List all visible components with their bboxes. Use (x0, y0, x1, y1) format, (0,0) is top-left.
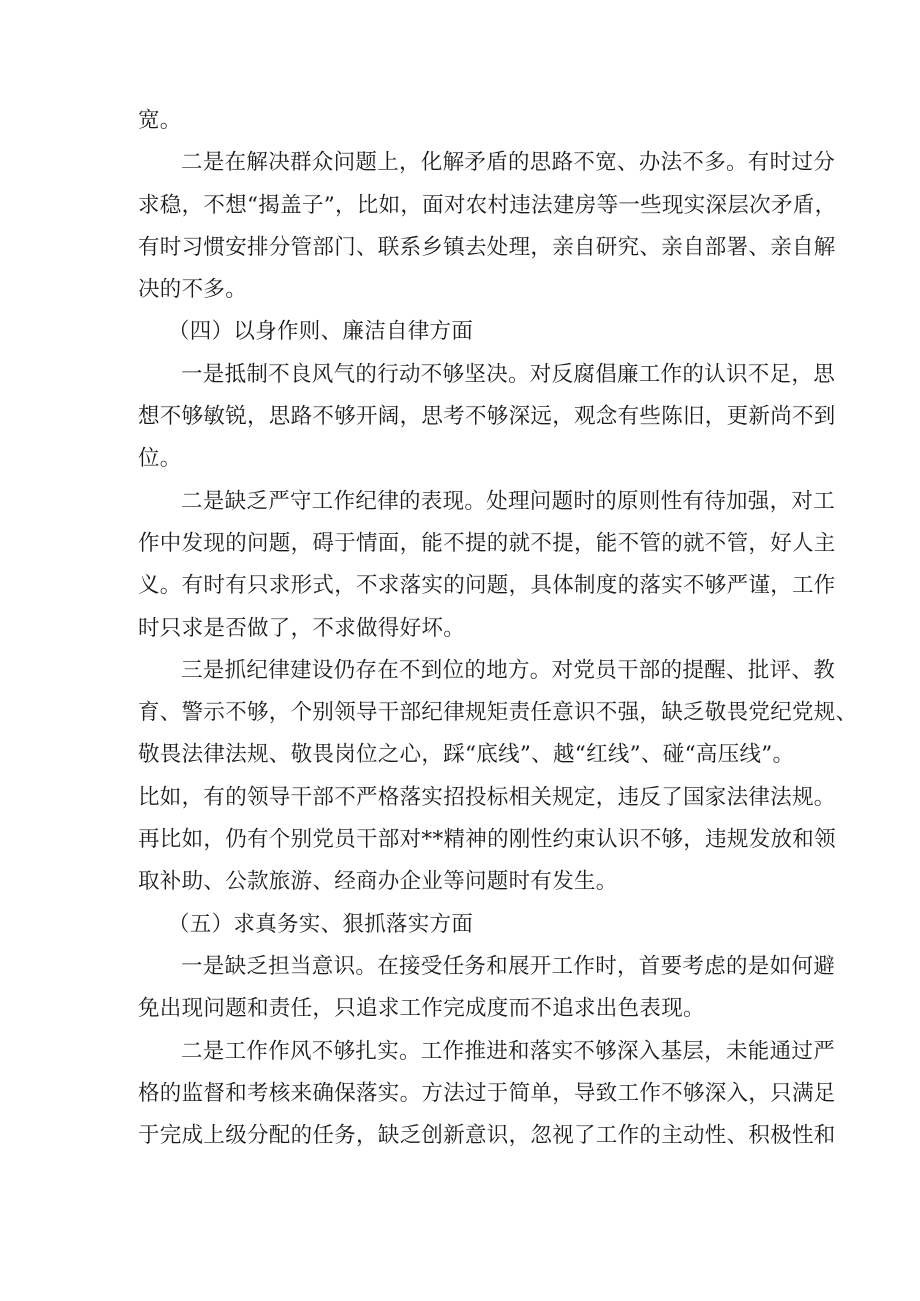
text-line: 免出现问题和责任，只追求工作完成度而不追求出色表现。 (138, 996, 705, 1022)
text-line: 位。 (138, 446, 182, 472)
text-line: 格的监督和考核来确保落实。方法过于简单，导致工作不够深入，只满足 (138, 1080, 836, 1106)
text-line: 时只求是否做了，不求做得好坏。 (138, 615, 466, 641)
text-line: 决的不多。 (138, 277, 248, 303)
text-line: 二是缺乏严守工作纪律的表现。处理问题时的原则性有待加强，对工 (181, 488, 836, 514)
text-line: 再比如，仍有个别党员干部对**精神的刚性约束认识不够，违规发放和领 (138, 827, 836, 853)
section-heading: （四）以身作则、廉洁自律方面 (168, 319, 474, 345)
text-line: 比如，有的领导干部不严格落实招投标相关规定，违反了国家法律法规。 (138, 784, 836, 810)
text-line: 一是缺乏担当意识。在接受任务和展开工作时，首要考虑的是如何避 (181, 953, 836, 979)
text-line: 义。有时有只求形式，不求落实的问题，具体制度的落实不够严谨，工作 (138, 573, 836, 599)
text-line: 想不够敏锐，思路不够开阔，思考不够深远，观念有些陈旧，更新尚不到 (138, 404, 836, 430)
text-line: 取补助、公款旅游、经商办企业等问题时有发生。 (138, 869, 618, 895)
text-line: 作中发现的问题，碍于情面，能不提的就不提，能不管的就不管，好人主 (138, 530, 836, 556)
text-line: 一是抵制不良风气的行动不够坚决。对反腐倡廉工作的认识不足，思 (181, 361, 836, 387)
document-page (138, 100, 858, 1157)
section-heading: （五）求真务实、狠抓落实方面 (168, 911, 474, 937)
text-line: 二是在解决群众问题上，化解矛盾的思路不宽、办法不多。有时过分 (181, 150, 836, 176)
text-line: 于完成上级分配的任务，缺乏创新意识，忽视了工作的主动性、积极性和 (138, 1123, 836, 1149)
text-line: 宽。 (138, 108, 182, 133)
text-line: 二是工作作风不够扎实。工作推进和落实不够深入基层，未能通过严 (181, 1038, 836, 1064)
text-line: 育、警示不够，个别领导干部纪律规矩责任意识不强，缺乏敬畏党纪党规、 (138, 700, 858, 726)
text-line: 有时习惯安排分管部门、联系乡镇去处理，亲自研究、亲自部署、亲自解 (138, 234, 836, 260)
text-line: 敬畏法律法规、敬畏岗位之心，踩“底线”、越“红线”、碰“高压线”。 (138, 742, 795, 768)
text-line: 三是抓纪律建设仍存在不到位的地方。对党员干部的提醒、批评、教 (181, 657, 836, 683)
text-line: 求稳，不想“揭盖子”，比如，面对农村违法建房等一些现实深层次矛盾， (138, 192, 837, 218)
